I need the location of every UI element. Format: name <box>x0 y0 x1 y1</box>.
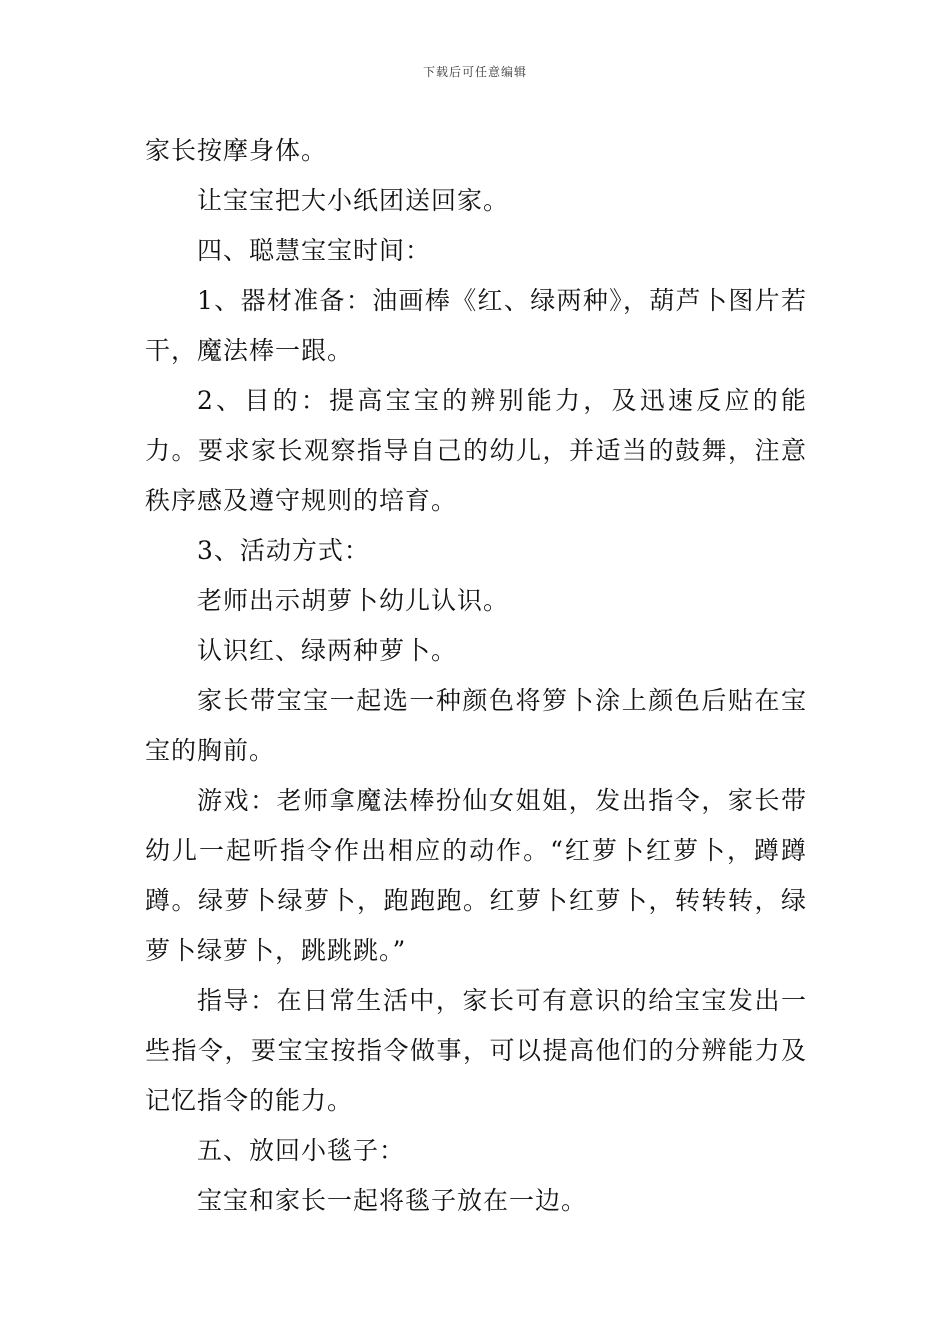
paragraph-game: 游戏：老师拿魔法棒扮仙女姐姐，发出指令，家长带幼儿一起听指令作出相应的动作。“红萝卜红萝卜，蹲蹲蹲。绿萝卜绿萝卜，跑跑跑。红萝卜红萝卜，转转转，绿萝卜绿萝卜，跳跳跳。” <box>145 786 807 965</box>
paragraph-guidance: 指导：在日常生活中，家长可有意识的给宝宝发出一些指令，要宝宝按指令做事，可以提高他们的分辨能力及记忆指令的能力。 <box>145 986 807 1115</box>
paragraph-coloring: 家长带宝宝一起选一种颜色将箩卜涂上颜色后贴在宝宝的胸前。 <box>145 686 807 765</box>
section-heading-4: 四、聪慧宝宝时间： <box>197 236 432 265</box>
paragraph-equipment: 1、器材准备：油画棒《红、绿两种》，葫芦卜图片若干，魔法棒一跟。 <box>145 286 807 365</box>
paragraph-purpose: 2、目的：提高宝宝的辨别能力，及迅速反应的能力。要求家长观察指导自己的幼儿，并适当的鼓舞，注意秩序感及遵守规则的培育。 <box>145 386 807 515</box>
paragraph-1: 家长按摩身体。 <box>145 136 328 165</box>
paragraph-final: 宝宝和家长一起将毯子放在一边。 <box>197 1186 588 1215</box>
paragraph-activity-method: 3、活动方式： <box>197 536 370 565</box>
paragraph-2: 让宝宝把大小纸团送回家。 <box>197 186 510 215</box>
page-header-note: 下载后可任意编辑 <box>422 65 527 79</box>
document-body <box>145 126 807 1226</box>
paragraph-recognize-colors: 认识红、绿两种萝卜。 <box>197 636 458 665</box>
paragraph-teacher-shows: 老师出示胡萝卜幼儿认识。 <box>197 586 510 615</box>
section-heading-5: 五、放回小毯子： <box>197 1136 406 1165</box>
